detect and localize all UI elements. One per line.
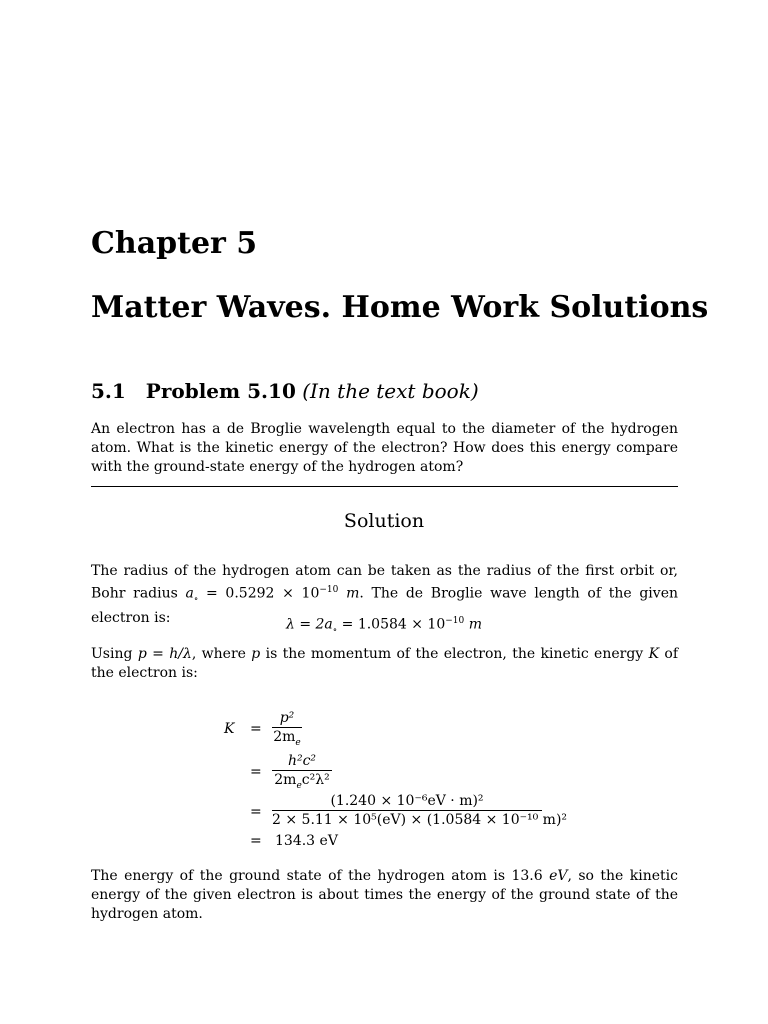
section-name: Problem 5.10 — [145, 379, 296, 403]
fraction-step3: (1.240 × 10⁻⁶eV · m)² 2 × 5.11 × 10⁵(eV) × (1.0584 × 10⁻¹⁰ m)² — [272, 793, 568, 828]
equals-sign: = — [250, 721, 262, 737]
fraction-step2: h²c² $2m_ec^2\lambda^2$ — [272, 752, 332, 795]
fraction-step1: p² $2m_e$ — [273, 710, 301, 748]
section-heading — [91, 379, 479, 403]
derivation-result: 134.3 eV — [275, 833, 338, 849]
solution-heading: Solution — [343, 510, 425, 532]
equals-sign: = — [250, 804, 262, 820]
problem-statement: An electron has a de Broglie wavelength equal to the diameter of the hydrogen atom. What is the kinetic energy of the electron? How does this energy compare with the ground-state energy of the hydrogen atom? — [91, 421, 678, 475]
section-note: (In the text book) — [302, 379, 479, 403]
equals-sign: = — [250, 833, 262, 849]
horizontal-rule — [91, 486, 678, 487]
derivation-lhs: K — [224, 721, 235, 737]
chapter-heading: Chapter 5 — [91, 226, 258, 261]
section-number: 5.1 — [91, 379, 126, 403]
paragraph-conclusion: The energy of the ground state of the hydrogen atom is 13.6 eV, so the kinetic energy of the given electron is about times the energy of the ground state of the hydrogen atom. — [91, 868, 678, 922]
paragraph-bohr-radius: The radius of the hydrogen atom can be taken as the radius of the first orbit or, Bohr radius $a_\circ = 0.5292 \times 10^{-10}$ m. The de Broglie wave length of the given electron is: — [91, 563, 678, 627]
equals-sign: = — [250, 764, 262, 780]
chapter-title: Matter Waves. Home Work Solutions — [91, 290, 709, 325]
lambda-equation: $\lambda = 2a_\circ = 1.0584 \times 10^{-10}$ m — [286, 616, 482, 636]
paragraph-momentum: Using p = h/λ, where p is the momentum of the electron, the kinetic energy K of the electron is: — [91, 646, 679, 681]
